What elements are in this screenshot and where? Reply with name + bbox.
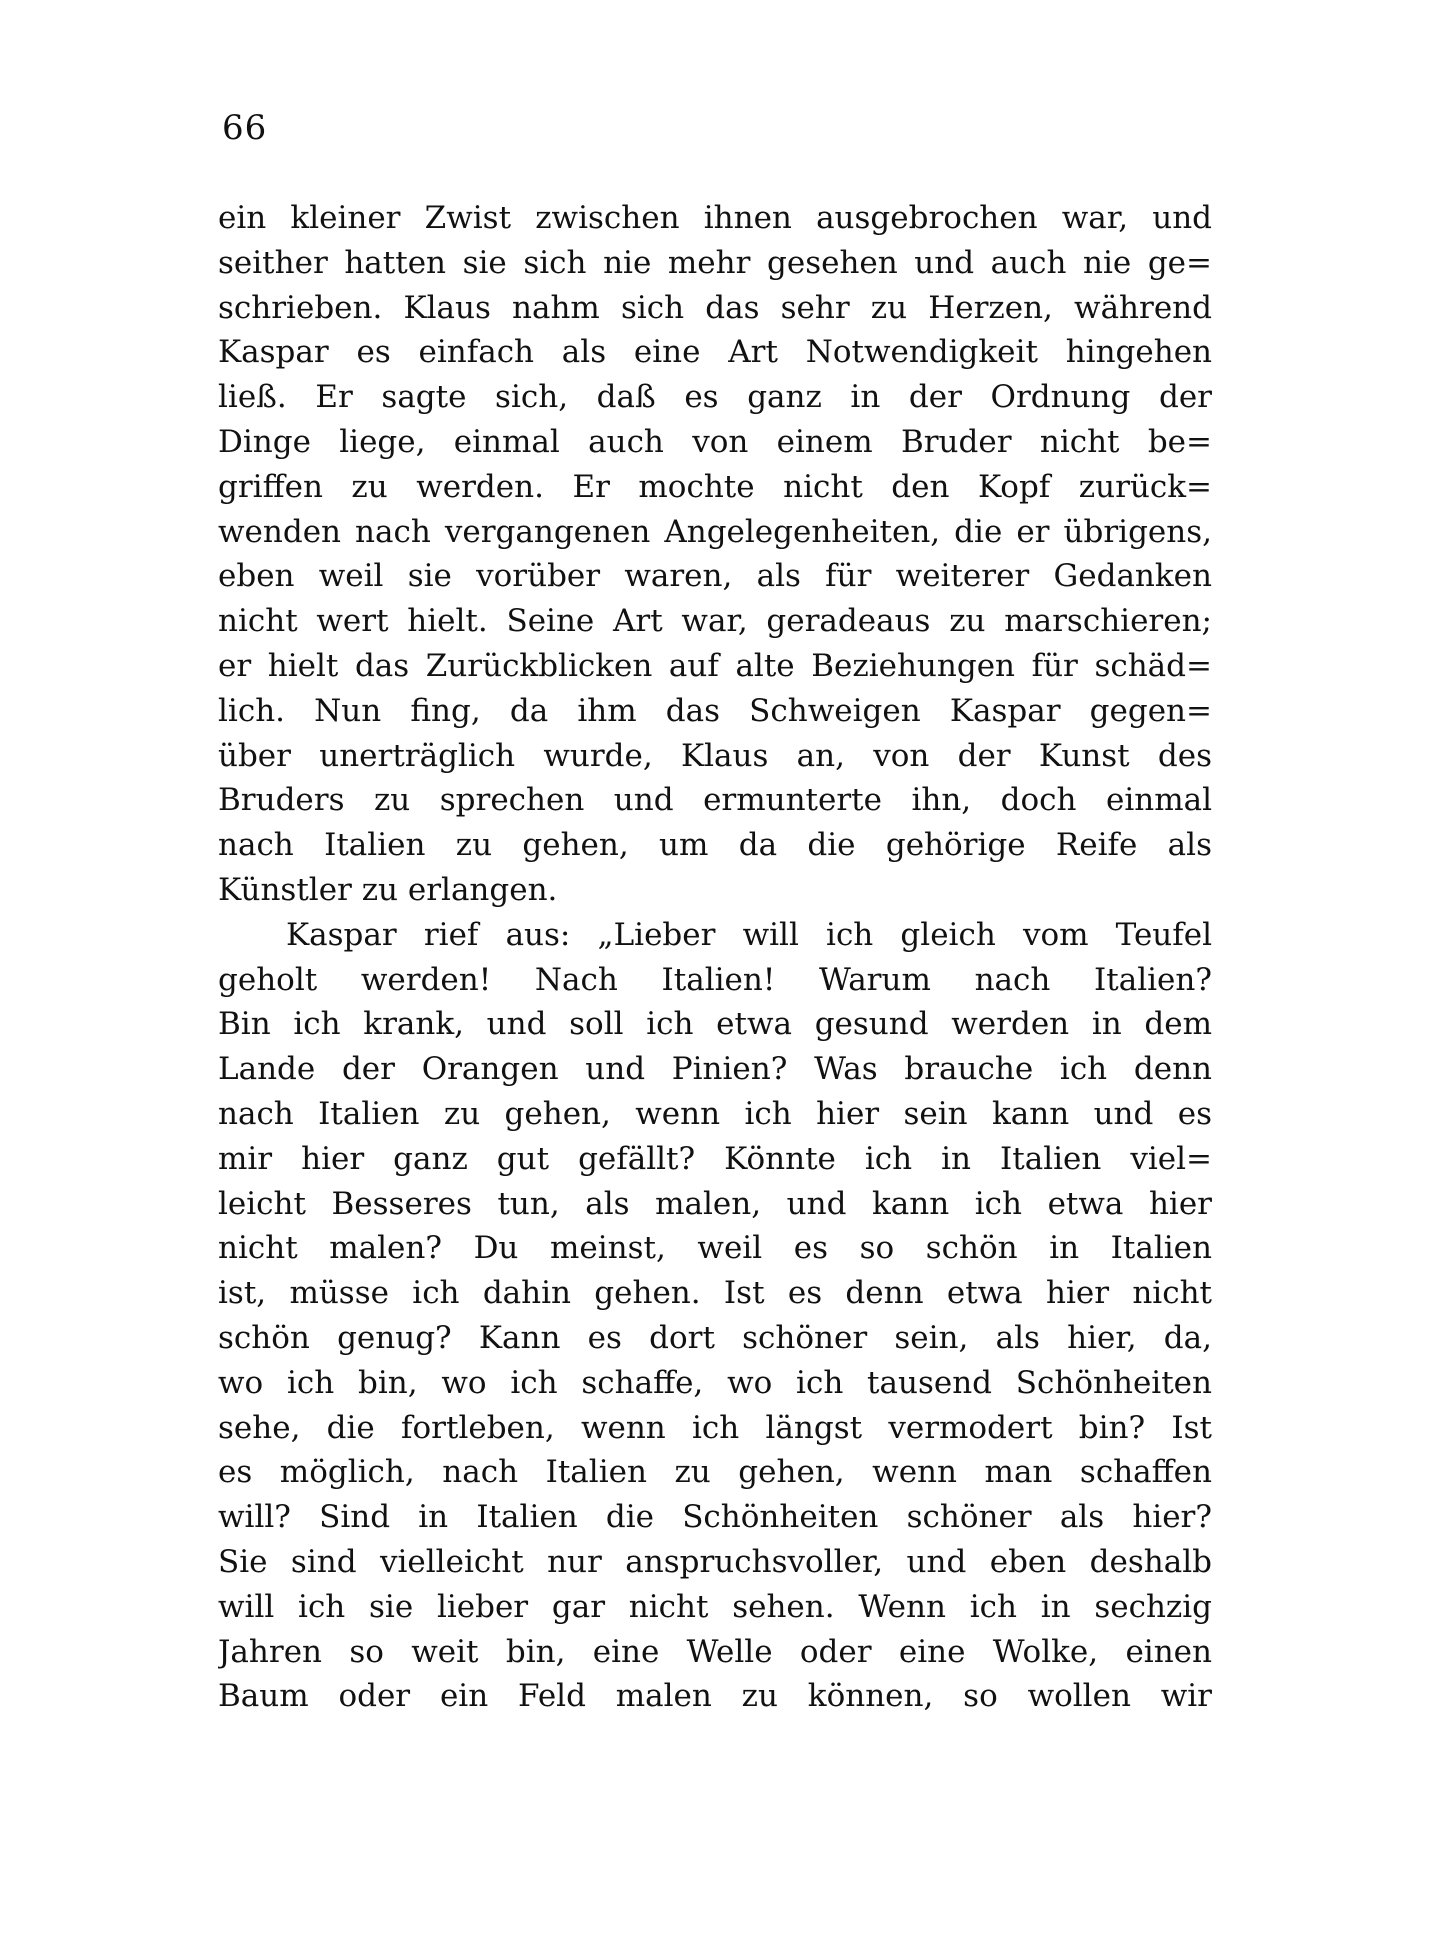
text-line: eben weil sie vorüber waren, als für weiterer Gedanken [218,558,1212,595]
text-line: nicht malen? Du meinst, weil es so schön in Italien [218,1230,1212,1267]
text-line: Sie sind vielleicht nur anspruchsvoller, und eben deshalb [218,1543,1212,1580]
text-line: Baum oder ein Feld malen zu können, so wollen wir [218,1678,1212,1715]
text-line: ist, müsse ich dahin gehen. Ist es denn etwa hier nicht [218,1275,1212,1312]
text-line: er hielt das Zurückblicken auf alte Beziehungen für schäd= [218,647,1212,684]
text-line: griffen zu werden. Er mochte nicht den Kopf zurück= [218,468,1212,505]
text-line: über unerträglich wurde, Klaus an, von der Kunst des [218,737,1212,774]
text-line: geholt werden! Nach Italien! Warum nach Italien? [218,961,1212,998]
text-line-paragraph-start: Kaspar rief aus: „Lieber will ich gleich vom Teufel [286,916,1212,953]
text-line: seither hatten sie sich nie mehr gesehen und auch nie ge= [218,244,1212,281]
text-line: Lande der Orangen und Pinien? Was brauche ich denn [218,1051,1212,1088]
text-line: nach Italien zu gehen, um da die gehörige Reife als [218,827,1212,864]
text-line: ein kleiner Zwist zwischen ihnen ausgebrochen war, und [218,200,1212,236]
text-line: Kaspar es einfach als eine Art Notwendigkeit hingehen [218,334,1212,371]
text-line: ließ. Er sagte sich, daß es ganz in der Ordnung der [218,379,1212,416]
text-line: Bruders zu sprechen und ermunterte ihn, doch einmal [218,782,1212,819]
text-line: nach Italien zu gehen, wenn ich hier sein kann und es [218,1095,1212,1132]
text-line: es möglich, nach Italien zu gehen, wenn man schaffen [218,1454,1212,1491]
text-line: sehe, die fortleben, wenn ich längst vermodert bin? Ist [218,1409,1212,1446]
text-line-paragraph-end: Künstler zu erlangen. [218,871,558,908]
text-line: nicht wert hielt. Seine Art war, geradeaus zu marschieren; [218,603,1212,640]
text-line: will? Sind in Italien die Schönheiten schöner als hier? [218,1499,1212,1536]
text-line: Dinge liege, einmal auch von einem Bruder nicht be= [218,423,1212,460]
text-line: Bin ich krank, und soll ich etwa gesund werden in dem [218,1006,1212,1043]
text-line: mir hier ganz gut gefällt? Könnte ich in Italien viel= [218,1140,1212,1177]
body-text [218,196,1212,1719]
text-line: will ich sie lieber gar nicht sehen. Wenn ich in sechzig [218,1588,1212,1625]
text-line: Jahren so weit bin, eine Welle oder eine Wolke, einen [218,1633,1212,1670]
text-line: wo ich bin, wo ich schaffe, wo ich tausend Schönheiten [218,1364,1212,1401]
text-line: schrieben. Klaus nahm sich das sehr zu Herzen, während [218,289,1212,326]
text-line: schön genug? Kann es dort schöner sein, als hier, da, [218,1319,1212,1356]
page-number: 66 [222,108,268,148]
text-line: leicht Besseres tun, als malen, und kann ich etwa hier [218,1185,1212,1222]
text-line: lich. Nun fing, da ihm das Schweigen Kaspar gegen= [218,692,1212,729]
text-line: wenden nach vergangenen Angelegenheiten, die er übrigens, [218,513,1212,550]
